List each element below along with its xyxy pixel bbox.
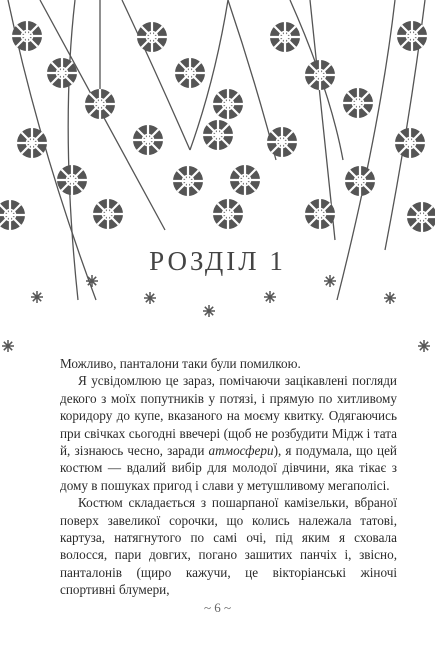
ornamental-medallion-icon	[93, 199, 123, 229]
paragraph	[60, 372, 397, 494]
ornamental-medallion-icon	[173, 166, 203, 196]
star-ornament-icon	[31, 291, 43, 303]
ornamental-medallion-icon	[175, 58, 205, 88]
star-ornament-icon	[144, 292, 156, 304]
ornamental-medallion-icon	[85, 89, 115, 119]
ornamental-medallion-icon	[57, 165, 87, 195]
star-ornament-icon	[203, 305, 215, 317]
ornamental-medallion-icon	[270, 22, 300, 52]
ornamental-medallion-icon	[133, 125, 163, 155]
ornamental-medallion-icon	[230, 165, 260, 195]
emphasized-word: атмосфери	[208, 443, 274, 459]
paragraph: Костюм складається з пошарпаної камізельки, вбраної поверх завеликої сорочки, що колись належала татові, картуза, натягнутого по самі очі, під яким я сховала волосся, пари довгих, погано зашитих панчіх і, звісно, панталонів (щиро кажучи, це вікторіанські жіночі спортивні блумери,	[60, 495, 397, 598]
ornamental-medallion-icon	[213, 199, 243, 229]
ornamental-medallion-icon	[305, 199, 335, 229]
ornamental-medallion-icon	[203, 120, 233, 150]
ornamental-medallion-icon	[17, 128, 47, 158]
star-ornament-icon	[384, 292, 396, 304]
ornamental-medallion-icon	[345, 166, 375, 196]
ornamental-medallion-icon	[267, 127, 297, 157]
ornamental-medallion-icon	[12, 21, 42, 51]
ornamental-medallion-icon	[305, 60, 335, 90]
star-ornament-icon	[264, 291, 276, 303]
paragraph-text: ), я подумала, що цей костюм — вдалий вибір для молодої дівчини, яка тікає з дому в пошуках пригод і слави у метушливому мегаполісі.	[60, 443, 397, 493]
paragraph: Можливо, панталони таки були помилкою.	[60, 356, 301, 371]
ornamental-medallion-icon	[47, 58, 77, 88]
star-ornament-icon	[2, 340, 14, 352]
chapter-title: РОЗДІЛ 1	[149, 246, 286, 276]
ornamental-medallion-icon	[343, 88, 373, 118]
paragraph-text: Я усвідомлюю це зараз, помічаючи зацікавлені погляди декого з моїх попутників у потязі, і прямую по хитливому коридору до купе, вказаного на моєму квитку. Одягаючись при свічках сьогодні ввечері (щоб не розбудити Мідж і тата й, зізнаюсь чесно, заради	[60, 373, 397, 459]
ornamental-medallion-icon	[407, 202, 435, 232]
body-text	[60, 355, 397, 599]
ornamental-medallion-icon	[0, 200, 25, 230]
page-number: ~ 6 ~	[203, 600, 232, 615]
ornamental-medallion-icon	[397, 21, 427, 51]
ornamental-medallion-icon	[395, 128, 425, 158]
ornamental-medallion-icon	[137, 22, 167, 52]
star-ornament-icon	[418, 340, 430, 352]
ornamental-medallion-icon	[213, 89, 243, 119]
